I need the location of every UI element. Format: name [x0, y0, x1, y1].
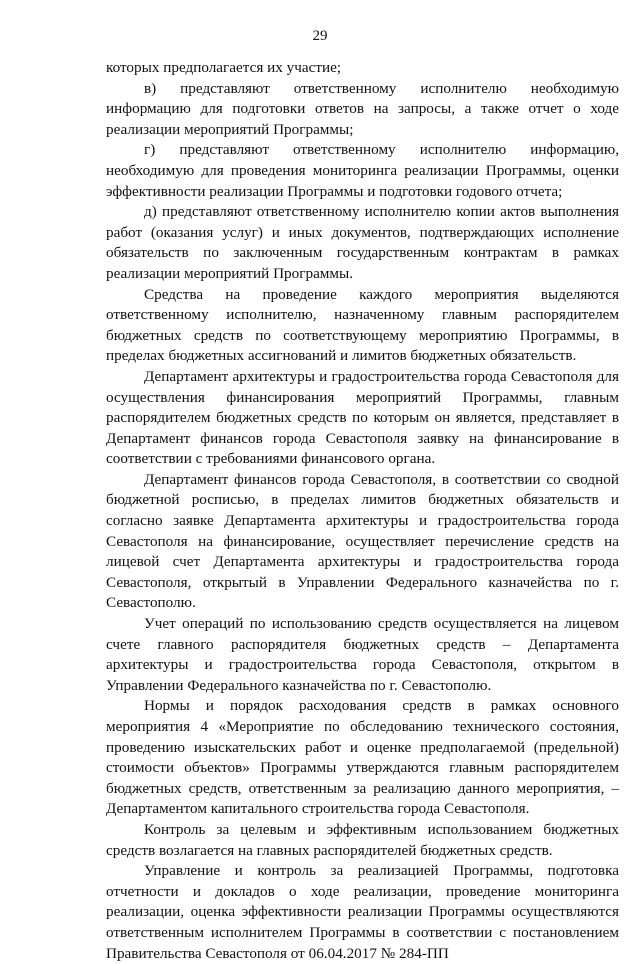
paragraph-norms: Нормы и порядок расходования средств в рамках основного мероприятия 4 «Мероприятие по обследованию технического состояния, проведению изыскательских работ и оценке предполагаемой (предельной) стоимости объектов» Программы утверждаются главным распорядителем бюджетных средств, ответственным за реализацию данного мероприятия, – Департаментом капитального строительства города Севастополя. — [106, 697, 619, 818]
paragraph-accounting: Учет операций по использованию средств осуществляется на лицевом счете главного распорядителя бюджетных средств – Департамента архитектуры и градостроительства города Севастополя, открытом в Управлении Федерального казначейства по г. Севастополю. — [106, 615, 619, 694]
page-number: 29 — [312, 28, 328, 44]
paragraph-funds-allocation: Средства на проведение каждого мероприятия выделяются ответственному исполнителю, назначенному главным распорядителем бюджетных средств по соответствующему мероприятию Программы, в пределах бюджетных ассигнований и лимитов бюджетных обязательств. — [106, 285, 619, 365]
paragraph-item-d: д) представляют ответственному исполнителю копии актов выполнения работ (оказания услуг) и иных документов, подтверждающих исполнение обязательств по заключенным государственным контрактам в рамках реализации мероприятий Программы. — [106, 203, 619, 282]
document-body — [106, 58, 619, 964]
paragraph-item-v: в) представляют ответственному исполнителю необходимую информацию для подготовки ответов на запросы, а также отчет о ходе реализации мероприятий Программы; — [106, 79, 619, 138]
paragraph-item-g: г) представляют ответственному исполнителю информацию, необходимую для проведения мониторинга реализации Программы, оценки эффективности реализации Программы и подготовки годового отчета; — [106, 141, 619, 200]
paragraph-management: Управление и контроль за реализацией Программы, подготовка отчетности и докладов о ходе реализации, проведение мониторинга реализации, оценка эффективности реализации Программы осуществляются ответственным исполнителем Программы в соответствии с постановлением Правительства Севастополя от 06.04.2017 № 284-ПП — [106, 862, 619, 962]
paragraph-finance-department: Департамент финансов города Севастополя, в соответствии со сводной бюджетной росписью, в пределах лимитов бюджетных обязательств и согласно заявке Департамента архитектуры и градостроительства города Севастополя на финансирование, осуществляет перечисление средств на лицевой счет Департамента архитектуры и градостроительства города Севастополя, открытый в Управлении Федерального казначейства по г. Севастополю. — [106, 470, 619, 612]
paragraph-architecture-department: Департамент архитектуры и градостроительства города Севастополя для осуществления финансирования мероприятий Программы, главным распорядителем бюджетных средств по которым он является, представляет в Департамент финансов города Севастополя заявку на финансирование в соответствии с требованиями финансового органа. — [106, 367, 619, 468]
paragraph-control: Контроль за целевым и эффективным использованием бюджетных средств возлагается на главных распорядителей бюджетных средств. — [106, 820, 619, 859]
paragraph-continuation: которых предполагается их участие; — [106, 59, 342, 76]
